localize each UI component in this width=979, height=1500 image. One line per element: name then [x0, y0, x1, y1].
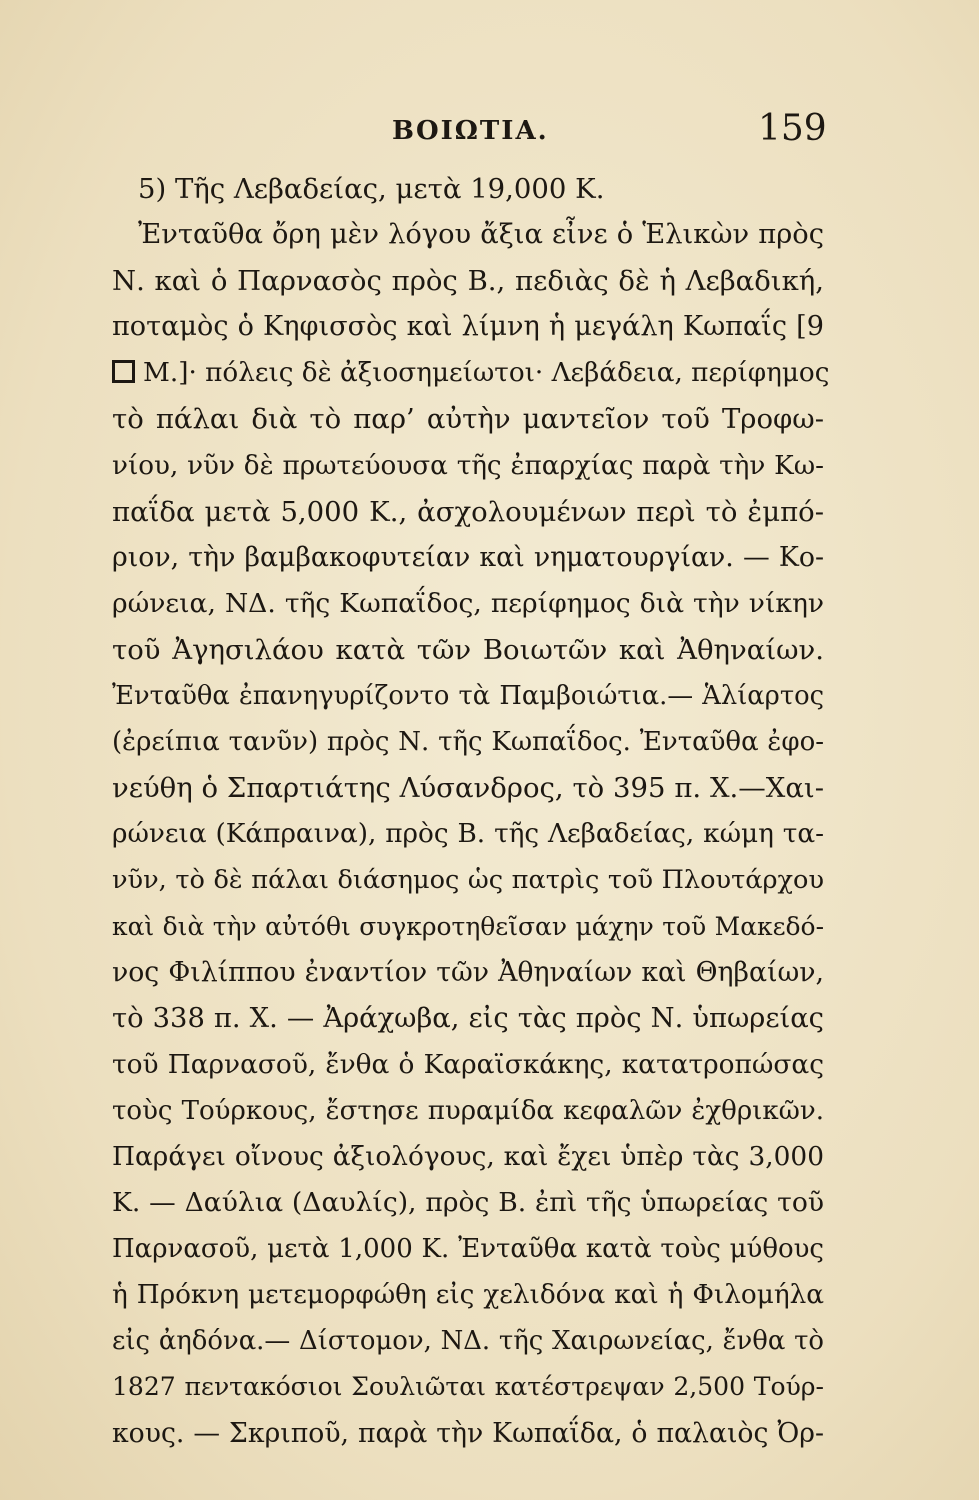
- text-line: τοὺς Τούρκους, ἔστησε πυραμίδα κεφαλῶν ἐχθρικῶν.: [112, 1095, 824, 1126]
- text-line: νίου, νῦν δὲ πρωτεύουσα τῆς ἐπαρχίας παρὰ τὴν Κω-: [112, 450, 824, 481]
- text-line: νεύθη ὁ Σπαρτιάτης Λύσανδρος, τὸ 395 π. Χ.—Χαι-: [112, 772, 824, 805]
- text-line: Ἐνταῦθα ὄρη μὲν λόγου ἄξια εἶνε ὁ Ἑλικὼν πρὸς: [138, 219, 824, 251]
- text-line: τοῦ Ἀγησιλάου κατὰ τῶν Βοιωτῶν καὶ Ἀθηναίων.: [112, 633, 824, 666]
- text-line: 1827 πεντακόσιοι Σουλιῶται κατέστρεψαν 2,500 Τούρ-: [112, 1372, 824, 1402]
- text-line: Κ. — Δαύλια (Δαυλίς), πρὸς Β. ἐπὶ τῆς ὑπωρείας τοῦ: [112, 1187, 824, 1219]
- text-line: ποταμὸς ὁ Κηφισσὸς καὶ λίμνη ἡ μεγάλη Κωπαΐς [9: [112, 311, 824, 343]
- text-line: καὶ διὰ τὴν αὐτόθι συγκροτηθεῖσαν μάχην τοῦ Μακεδό-: [112, 911, 824, 941]
- text-line: Παρνασοῦ, μετὰ 1,000 Κ. Ἐνταῦθα κατὰ τοὺς μύθους: [112, 1234, 824, 1265]
- text-line: εἰς ἀηδόνα.— Δίστομον, ΝΔ. τῆς Χαιρωνείας, ἔνθα τὸ: [112, 1326, 824, 1357]
- text-line: τοῦ Παρνασοῦ, ἔνθα ὁ Καραϊσκάκης, κατατροπώσας: [112, 1048, 824, 1080]
- text-line: Ἐνταῦθα ἐπανηγυρίζοντο τὰ Παμβοιώτια.— Ἁλίαρτος: [112, 681, 824, 712]
- text-line: Παράγει οἴνους ἀξιολόγους, καὶ ἔχει ὑπὲρ τὰς 3,000: [112, 1141, 824, 1172]
- text-line: τὸ πάλαι διὰ τὸ παρ’ αὐτὴν μαντεῖον τοῦ Τροφω-: [112, 403, 824, 436]
- text-line: ἡ Πρόκνη μετεμορφώθη εἰς χελιδόνα καὶ ἡ Φιλομήλα: [112, 1280, 824, 1311]
- text-line: νος Φιλίππου ἐναντίον τῶν Ἀθηναίων καὶ Θηβαίων,: [112, 956, 824, 988]
- text-line: (ἐρείπια τανῦν) πρὸς Ν. τῆς Κωπαΐδος. Ἐνταῦθα ἐφο-: [112, 727, 824, 758]
- running-title: ΒΟΙΩΤΙΑ.: [392, 116, 549, 146]
- text-line: Μ.]· πόλεις δὲ ἀξιοσημείωτοι· Λεβάδεια, περίφημος: [112, 350, 824, 396]
- square-bracket-symbol-icon: [112, 360, 135, 383]
- text-line: ρώνεια, ΝΔ. τῆς Κωπαΐδος, περίφημος διὰ τὴν νίκην: [112, 587, 824, 619]
- text-line: παΐδα μετὰ 5,000 Κ., ἀσχολουμένων περὶ τὸ ἐμπό-: [112, 495, 824, 528]
- text-line: νῦν, τὸ δὲ πάλαι διάσημος ὡς πατρὶς τοῦ Πλουτάρχου: [112, 865, 824, 896]
- text-line: κους. — Σκριποῦ, παρὰ τὴν Κωπαΐδα, ὁ παλαιὸς Ὀρ-: [112, 1417, 824, 1449]
- body-text: [112, 166, 830, 1457]
- text-line: ριον, τὴν βαμβακοφυτείαν καὶ νηματουργίαν. — Κο-: [112, 541, 824, 573]
- text-line: Ν. καὶ ὁ Παρνασὸς πρὸς Β., πεδιὰς δὲ ἡ Λεβαδική,: [112, 265, 824, 298]
- page-number: 159: [758, 108, 827, 149]
- text-line: τὸ 338 π. Χ. — Ἀράχωβα, εἰς τὰς πρὸς Ν. ὑπωρείας: [112, 1002, 824, 1034]
- text-line: ρώνεια (Κάπραινα), πρὸς Β. τῆς Λεβαδείας, κώμη τα-: [112, 819, 824, 850]
- text-line: 5) Τῆς Λεβαδείας, μετὰ 19,000 Κ.: [138, 173, 605, 205]
